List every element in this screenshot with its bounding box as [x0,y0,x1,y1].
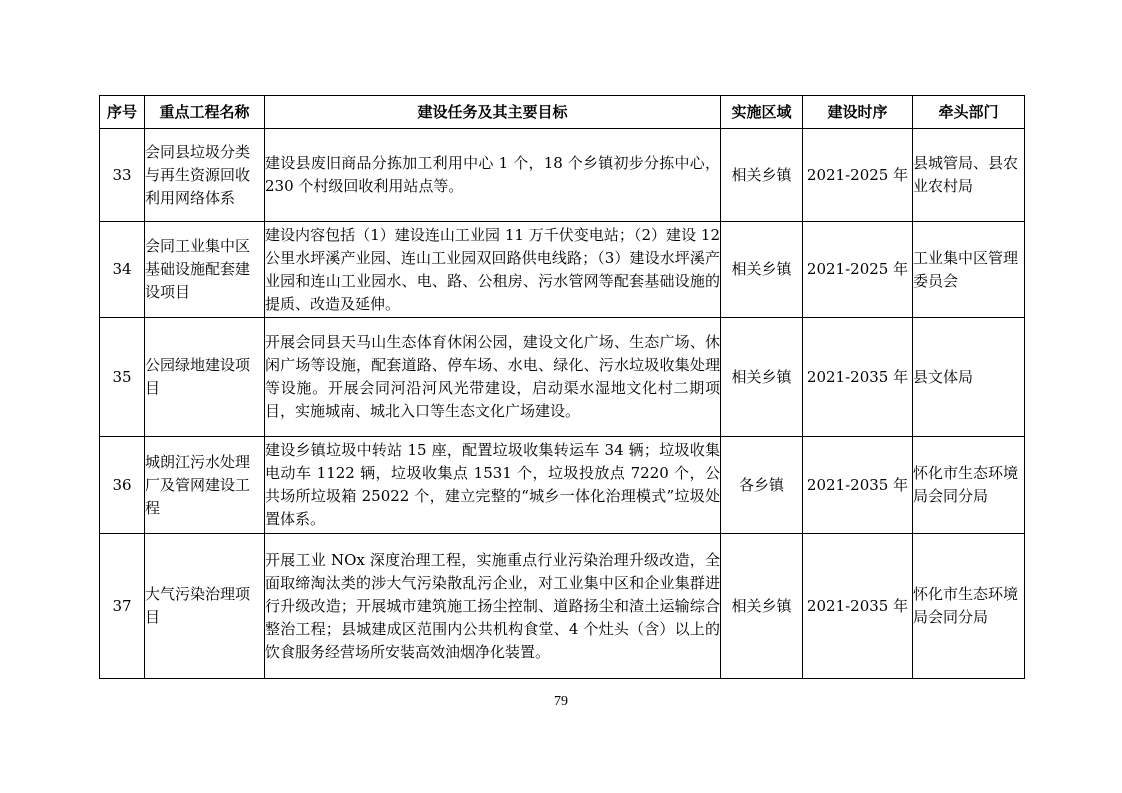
header-area: 实施区域 [721,96,803,129]
header-dept: 牵头部门 [913,96,1025,129]
row-time: 2021-2035 年 [803,534,913,679]
page-number: 79 [554,694,568,709]
header-time: 建设时序 [803,96,913,129]
header-no: 序号 [100,96,145,129]
row-no: 33 [100,129,145,222]
row-dept: 县城管局、县农业农村局 [913,129,1025,222]
row-project-name: 大气污染治理项目 [145,534,265,679]
table-row [100,318,1025,437]
row-task: 开展会同县天马山生态体育休闲公园，建设文化广场、生态广场、休闲广场等设施，配套道路、停车场、水电、绿化、污水垃圾收集处理等设施。开展会同河沿河风光带建设，启动渠水湿地文化村二期项目，实施城南、城北入口等生态文化广场建设。 [265,318,721,437]
row-task: 建设乡镇垃圾中转站 15 座，配置垃圾收集转运车 34 辆；垃圾收集电动车 1122 辆，垃圾收集点 1531 个，垃圾投放点 7220 个，公共场所垃圾箱 25022 个，建立完整的“城乡一体化治理模式”垃圾处置体系。 [265,437,721,534]
table-row [100,222,1025,318]
row-no: 34 [100,222,145,318]
row-time: 2021-2035 年 [803,318,913,437]
row-project-name: 会同县垃圾分类与再生资源回收利用网络体系 [145,129,265,222]
header-project-name: 重点工程名称 [145,96,265,129]
row-dept: 工业集中区管理委员会 [913,222,1025,318]
row-task: 建设县废旧商品分拣加工利用中心 1 个，18 个乡镇初步分拣中心，230 个村级回收利用站点等。 [265,129,721,222]
table-row [100,534,1025,679]
table-row [100,129,1025,222]
row-time: 2021-2035 年 [803,437,913,534]
row-project-name: 公园绿地建设项目 [145,318,265,437]
row-time: 2021-2025 年 [803,222,913,318]
table-row [100,437,1025,534]
row-area: 各乡镇 [721,437,803,534]
row-area: 相关乡镇 [721,318,803,437]
row-task: 建设内容包括（1）建设连山工业园 11 万千伏变电站；（2）建设 12 公里水坪溪产业园、连山工业园双回路供电线路；（3）建设水坪溪产业园和连山工业园水、电、路、公租房、污水管网等配套基础设施的提质、改造及延伸。 [265,222,721,318]
row-area: 相关乡镇 [721,534,803,679]
row-no: 35 [100,318,145,437]
row-no: 36 [100,437,145,534]
row-area: 相关乡镇 [721,129,803,222]
row-area: 相关乡镇 [721,222,803,318]
row-task: 开展工业 NOx 深度治理工程，实施重点行业污染治理升级改造，全面取缔淘汰类的涉大气污染散乱污企业，对工业集中区和企业集群进行升级改造；开展城市建筑施工扬尘控制、道路扬尘和渣土运输综合整治工程；县城建成区范围内公共机构食堂、4 个灶头（含）以上的饮食服务经营场所安装高效油烟净化装置。 [265,534,721,679]
row-no: 37 [100,534,145,679]
row-project-name: 城朗江污水处理厂及管网建设工程 [145,437,265,534]
header-task: 建设任务及其主要目标 [265,96,721,129]
row-dept: 怀化市生态环境局会同分局 [913,437,1025,534]
row-dept: 怀化市生态环境局会同分局 [913,534,1025,679]
row-project-name: 会同工业集中区基础设施配套建设项目 [145,222,265,318]
row-time: 2021-2025 年 [803,129,913,222]
projects-table [99,95,1025,679]
row-dept: 县文体局 [913,318,1025,437]
header-row [100,96,1025,129]
